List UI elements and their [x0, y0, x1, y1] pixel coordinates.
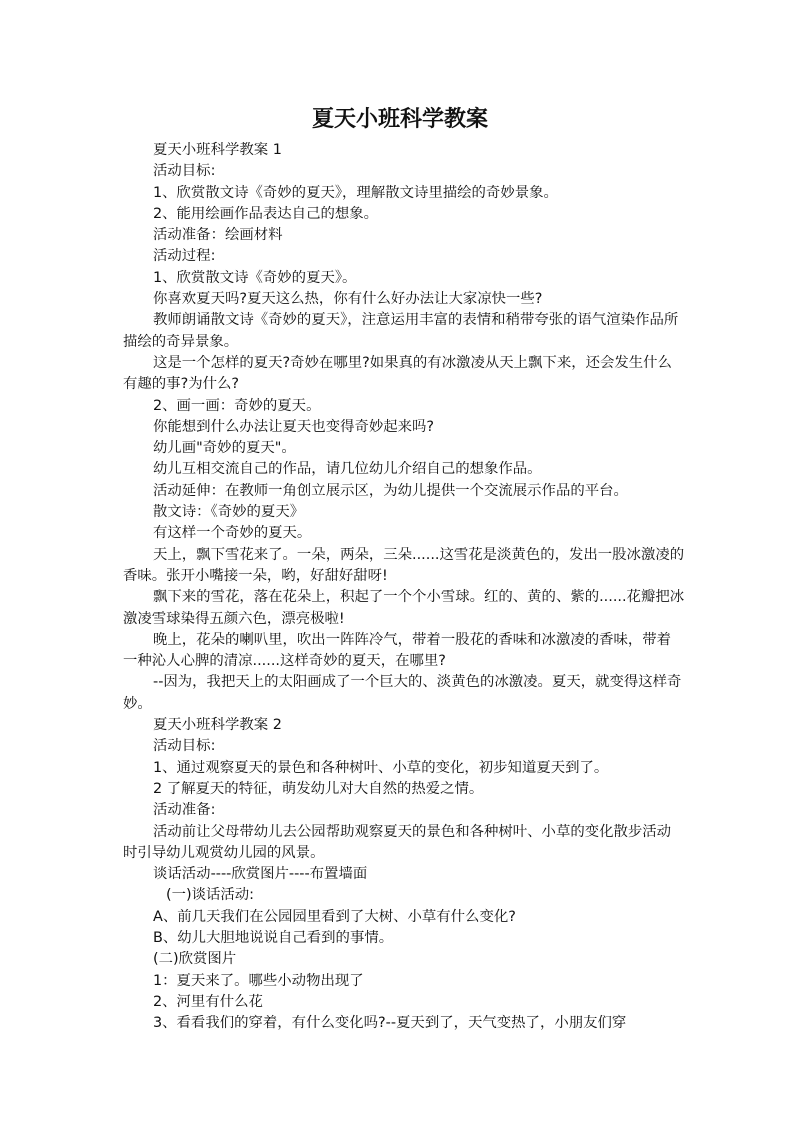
paragraph: 活动准备:	[153, 802, 216, 819]
paragraph: 1、欣赏散文诗《奇妙的夏天》，理解散文诗里描绘的奇妙景象。	[153, 184, 558, 201]
document-title: 夏天小班科学教案	[311, 107, 488, 132]
paragraph: 2 了解夏天的特征，萌发幼儿对大自然的热爱之情。	[153, 780, 484, 797]
paragraph: 3、看看我们的穿着，有什么变化吗?--夏天到了，天气变热了，小朋友们穿	[153, 1015, 627, 1032]
paragraph: 幼儿互相交流自己的作品，请几位幼儿介绍自己的想象作品。	[153, 461, 542, 478]
paragraph: (一)谈话活动:	[166, 887, 255, 904]
paragraph: 活动过程:	[153, 248, 216, 265]
paragraph: 活动目标:	[153, 738, 216, 755]
paragraph: 晚上，花朵的喇叭里，吹出一阵阵冷气，带着一股花的香味和冰激凌的香味，带着一种沁人心脾的清凉......这样奇妙的夏天，在哪里?	[123, 631, 672, 670]
paragraph: 活动准备：绘画材料	[153, 227, 283, 244]
paragraph: 1、通过观察夏天的景色和各种树叶、小草的变化，初步知道夏天到了。	[153, 759, 609, 776]
paragraph: 2、画一画：奇妙的夏天。	[153, 397, 321, 414]
paragraph: 这是一个怎样的夏天?奇妙在哪里?如果真的有冰激凌从天上飘下来，还会发生什么有趣的事?为什么?	[123, 354, 672, 393]
paragraph: --因为，我把天上的太阳画成了一个巨大的、淡黄色的冰激凌。夏天，就变得这样奇妙。	[123, 674, 682, 712]
paragraph: 2、河里有什么花	[153, 993, 263, 1010]
paragraph: 散文诗：《奇妙的夏天》	[153, 504, 305, 521]
paragraph: 你喜欢夏天吗?夏天这么热，你有什么好办法让大家凉快一些?	[153, 291, 543, 308]
paragraph: B、幼儿大胆地说说自己看到的事情。	[153, 929, 394, 946]
paragraph: 2、能用绘画作品表达自己的想象。	[153, 205, 379, 222]
paragraph: 有这样一个奇妙的夏天。	[153, 525, 312, 542]
paragraph: A、前几天我们在公园园里看到了大树、小草有什么变化?	[153, 908, 516, 925]
paragraph: 活动延伸：在教师一角创立展示区，为幼儿提供一个交流展示作品的平台。	[153, 482, 628, 499]
paragraph: 谈话活动----欣赏图片----布置墙面	[153, 866, 368, 883]
paragraph: (二)欣赏图片	[153, 951, 237, 968]
paragraph: 天上，飘下雪花来了。一朵，两朵，三朵......这雪花是淡黄色的，发出一股冰激凌的香味。张开小嘴接一朵，哟，好甜好甜呀!	[123, 546, 685, 584]
paragraph: 1：夏天来了。哪些小动物出现了	[153, 972, 364, 989]
paragraph: 飘下来的雪花，落在花朵上，积起了一个个小雪球。红的、黄的、紫的......花瓣把冰激凌雪球染得五颜六色，漂亮极啦!	[123, 589, 685, 627]
section-heading: 夏天小班科学教案 1	[153, 142, 282, 158]
document-body	[123, 140, 685, 1034]
paragraph: 1、欣赏散文诗《奇妙的夏天》。	[153, 269, 357, 286]
paragraph: 活动前让父母带幼儿去公园帮助观察夏天的景色和各种树叶、小草的变化散步活动时引导幼儿观赏幼儿园的风景。	[123, 823, 672, 861]
paragraph: 你能想到什么办法让夏天也变得奇妙起来吗?	[153, 418, 435, 435]
paragraph: 幼儿画"奇妙的夏天"。	[153, 440, 296, 457]
section-heading: 夏天小班科学教案 2	[153, 717, 282, 734]
paragraph: 活动目标:	[153, 163, 216, 180]
paragraph: 教师朗诵散文诗《奇妙的夏天》，注意运用丰富的表情和稍带夸张的语气渲染作品所描绘的奇异景象。	[123, 312, 679, 350]
